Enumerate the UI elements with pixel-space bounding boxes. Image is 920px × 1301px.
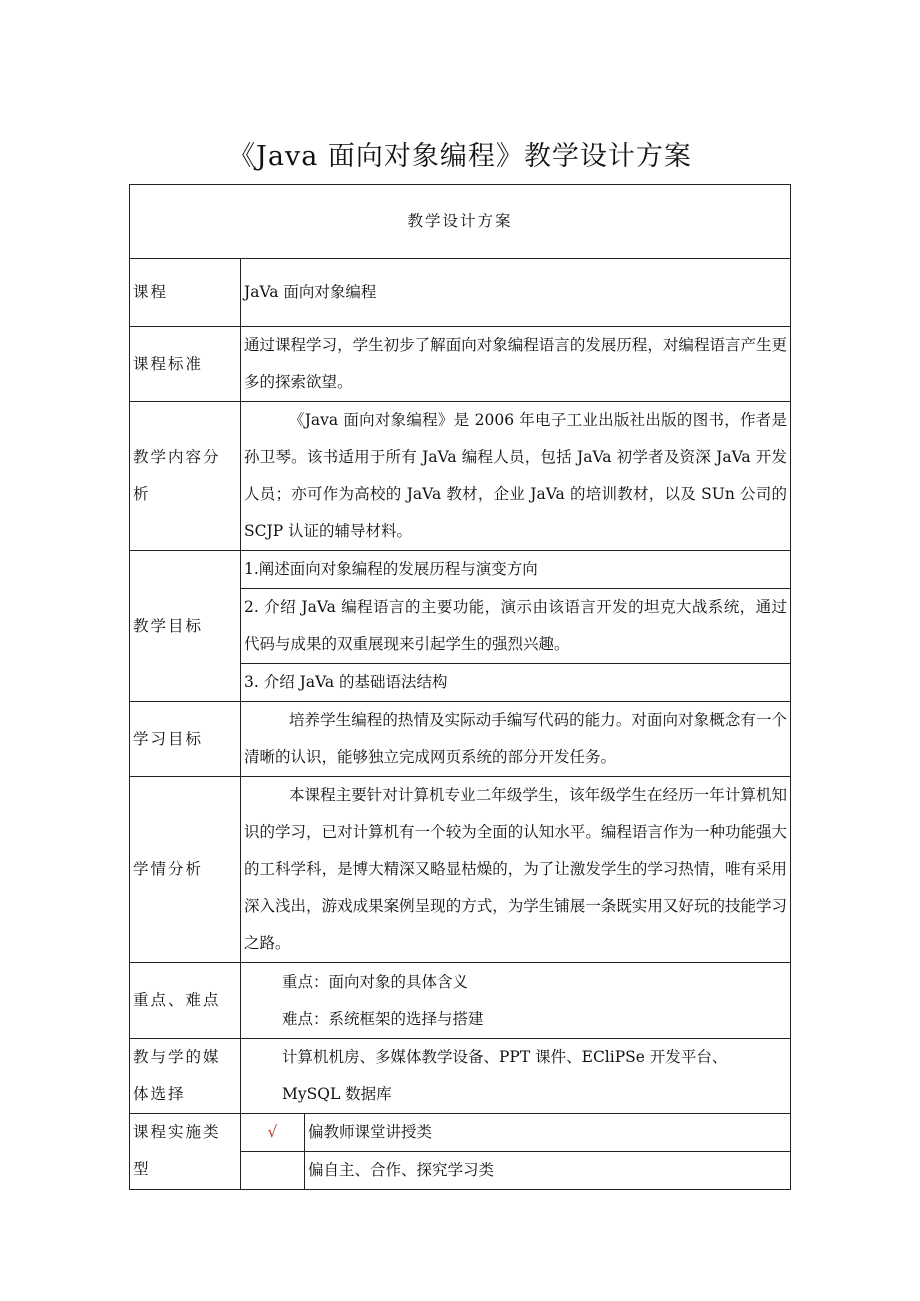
course-value: JaVa 面向对象编程 xyxy=(241,259,791,327)
situation-label: 学情分析 xyxy=(130,777,241,963)
goal-row-1 xyxy=(130,551,791,589)
empty-check-cell xyxy=(241,1152,305,1190)
situation-value: 本课程主要针对计算机专业二年级学生，该年级学生在经历一年计算机知识的学习，已对计算机有一个较为全面的认知水平。编程语言作为一种功能强大的工科学科，是博大精深又略显枯燥的，为了让激发学生的学习热情，唯有采用深入浅出，游戏成果案例呈现的方式，为学生铺展一条既实用又好玩的技能学习之路。 xyxy=(241,777,791,963)
course-label: 课程 xyxy=(130,259,241,327)
keypoints-label: 重点、难点 xyxy=(130,963,241,1039)
type-label: 课程实施类型 xyxy=(130,1114,241,1190)
standard-label: 课程标准 xyxy=(130,327,241,402)
media-row xyxy=(130,1039,791,1114)
media-line-2: MySQL 数据库 xyxy=(282,1085,392,1103)
goal-item-2: 2. 介绍 JaVa 编程语言的主要功能，演示由该语言开发的坦克大战系统，通过代码与成果的双重展现来引起学生的强烈兴趣。 xyxy=(241,589,791,664)
keypoints-value xyxy=(241,963,791,1039)
standard-row xyxy=(130,327,791,402)
course-row xyxy=(130,259,791,327)
keypoints-row xyxy=(130,963,791,1039)
goal-item-1: 1.阐述面向对象编程的发展历程与演变方向 xyxy=(241,551,791,589)
standard-value: 通过课程学习，学生初步了解面向对象编程语言的发展历程，对编程语言产生更多的探索欲望。 xyxy=(241,327,791,402)
content-value: 《Java 面向对象编程》是 2006 年电子工业出版社出版的图书，作者是孙卫琴。该书适用于所有 JaVa 编程人员，包括 JaVa 初学者及资深 JaVa 开发人员；亦可作为高校的 JaVa 教材，企业 JaVa 的培训教材，以及 SUn 公司的 SCJP 认证的辅导材料。 xyxy=(241,402,791,551)
goals-label: 教学目标 xyxy=(130,551,241,702)
learning-label: 学习目标 xyxy=(130,702,241,777)
learning-value: 培养学生编程的热情及实际动手编写代码的能力。对面向对象概念有一个清晰的认识，能够独立完成网页系统的部分开发任务。 xyxy=(241,702,791,777)
goal-item-3: 3. 介绍 JaVa 的基础语法结构 xyxy=(241,664,791,702)
type-option-2: 偏自主、合作、探究学习类 xyxy=(305,1152,791,1190)
content-label: 教学内容分析 xyxy=(130,402,241,551)
key-point: 重点：面向对象的具体含义 xyxy=(282,972,469,991)
lesson-plan-table xyxy=(129,184,791,1190)
type-row-1 xyxy=(130,1114,791,1152)
header-row xyxy=(130,185,791,259)
media-label: 教与学的媒体选择 xyxy=(130,1039,241,1114)
learning-row xyxy=(130,702,791,777)
content-row xyxy=(130,402,791,551)
check-mark: √ xyxy=(241,1114,305,1152)
document-title: 《Java 面向对象编程》教学设计方案 xyxy=(228,141,692,172)
situation-row xyxy=(130,777,791,963)
media-line-1: 计算机机房、多媒体教学设备、PPT 课件、ECliPSe 开发平台、 xyxy=(282,1048,728,1066)
table-header: 教学设计方案 xyxy=(130,185,791,259)
type-option-1: 偏教师课堂讲授类 xyxy=(305,1114,791,1152)
difficult-point: 难点：系统框架的选择与搭建 xyxy=(282,1009,484,1028)
media-value xyxy=(241,1039,791,1114)
